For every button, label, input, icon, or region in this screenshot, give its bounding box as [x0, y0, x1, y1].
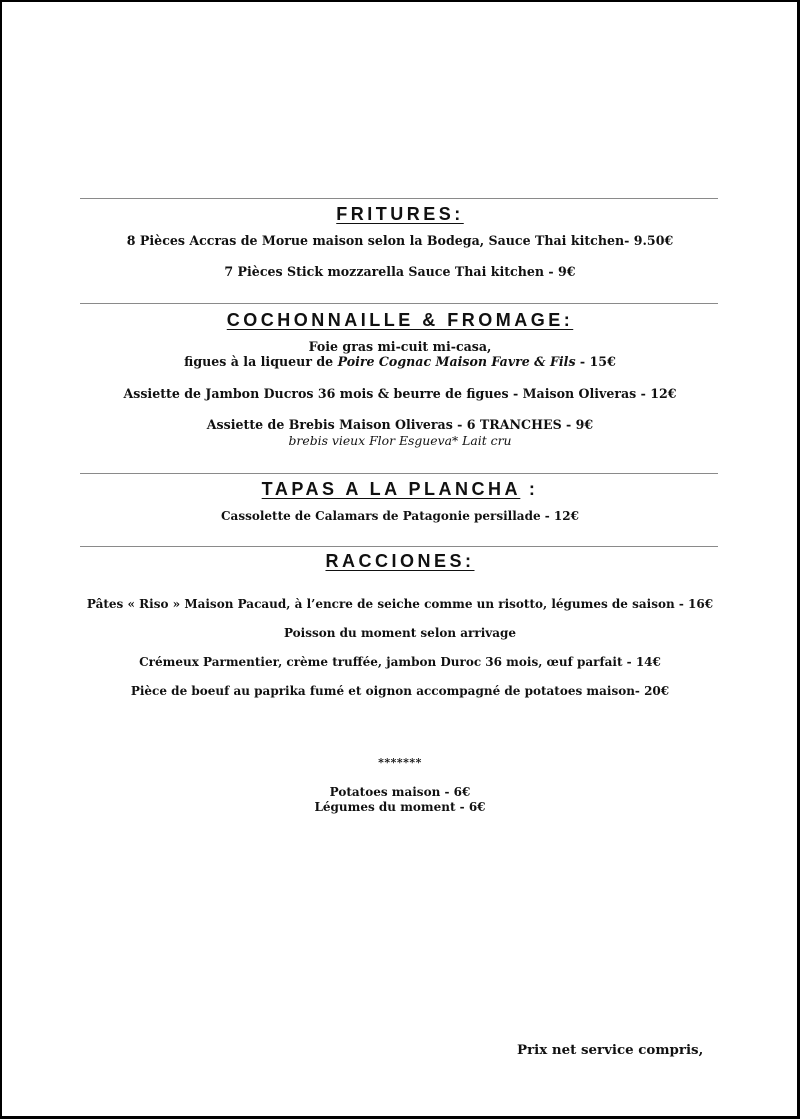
item-note: brebis vieux Flor Esgueva* Lait cru [288, 433, 512, 448]
menu-item: Pièce de boeuf au paprika fumé et oignon accompagné de potatoes maison- 20€ [130, 684, 670, 698]
menu-item: Assiette de Brebis Maison Oliveras - 6 TRANCHES - 9€ [206, 417, 594, 432]
section-divider [80, 473, 718, 474]
footer-note: Prix net service compris, [517, 1042, 704, 1058]
raciones-heading: RACCIONES: [325, 551, 475, 571]
plancha-heading: TAPAS A LA PLANCHA : [261, 479, 539, 499]
menu-item: Foie gras mi-cuit mi-casa, [308, 339, 492, 354]
menu-item: Poisson du moment selon arrivage [283, 626, 517, 640]
menu-item: Pâtes « Riso » Maison Pacaud, à l’encre de seiche comme un risotto, légumes de saison - 16€ [86, 597, 714, 611]
menu-item: Cassolette de Calamars de Patagonie persillade - 12€ [221, 509, 579, 523]
cochonnaille-heading: COCHONNAILLE & FROMAGE: [226, 310, 574, 330]
menu-item: 7 Pièces Stick mozzarella Sauce Thai kitchen - 9€ [224, 264, 576, 279]
side-item: Potatoes maison - 6€ [329, 785, 471, 799]
section-divider [80, 198, 718, 199]
menu-item: 8 Pièces Accras de Morue maison selon la Bodega, Sauce Thai kitchen- 9.50€ [126, 233, 674, 248]
section-divider [80, 546, 718, 547]
stars-separator: ******* [378, 756, 422, 769]
menu-item: Crémeux Parmentier, crème truffée, jambon Duroc 36 mois, œuf parfait - 14€ [139, 655, 661, 669]
side-item: Légumes du moment - 6€ [314, 800, 486, 814]
section-divider [80, 303, 718, 304]
menu-item: Assiette de Jambon Ducros 36 mois & beurre de figues - Maison Oliveras - 12€ [123, 386, 677, 401]
menu-item: figues à la liqueur de Poire Cognac Maison Favre & Fils - 15€ [184, 354, 616, 369]
fritures-heading: FRITURES: [336, 204, 464, 224]
